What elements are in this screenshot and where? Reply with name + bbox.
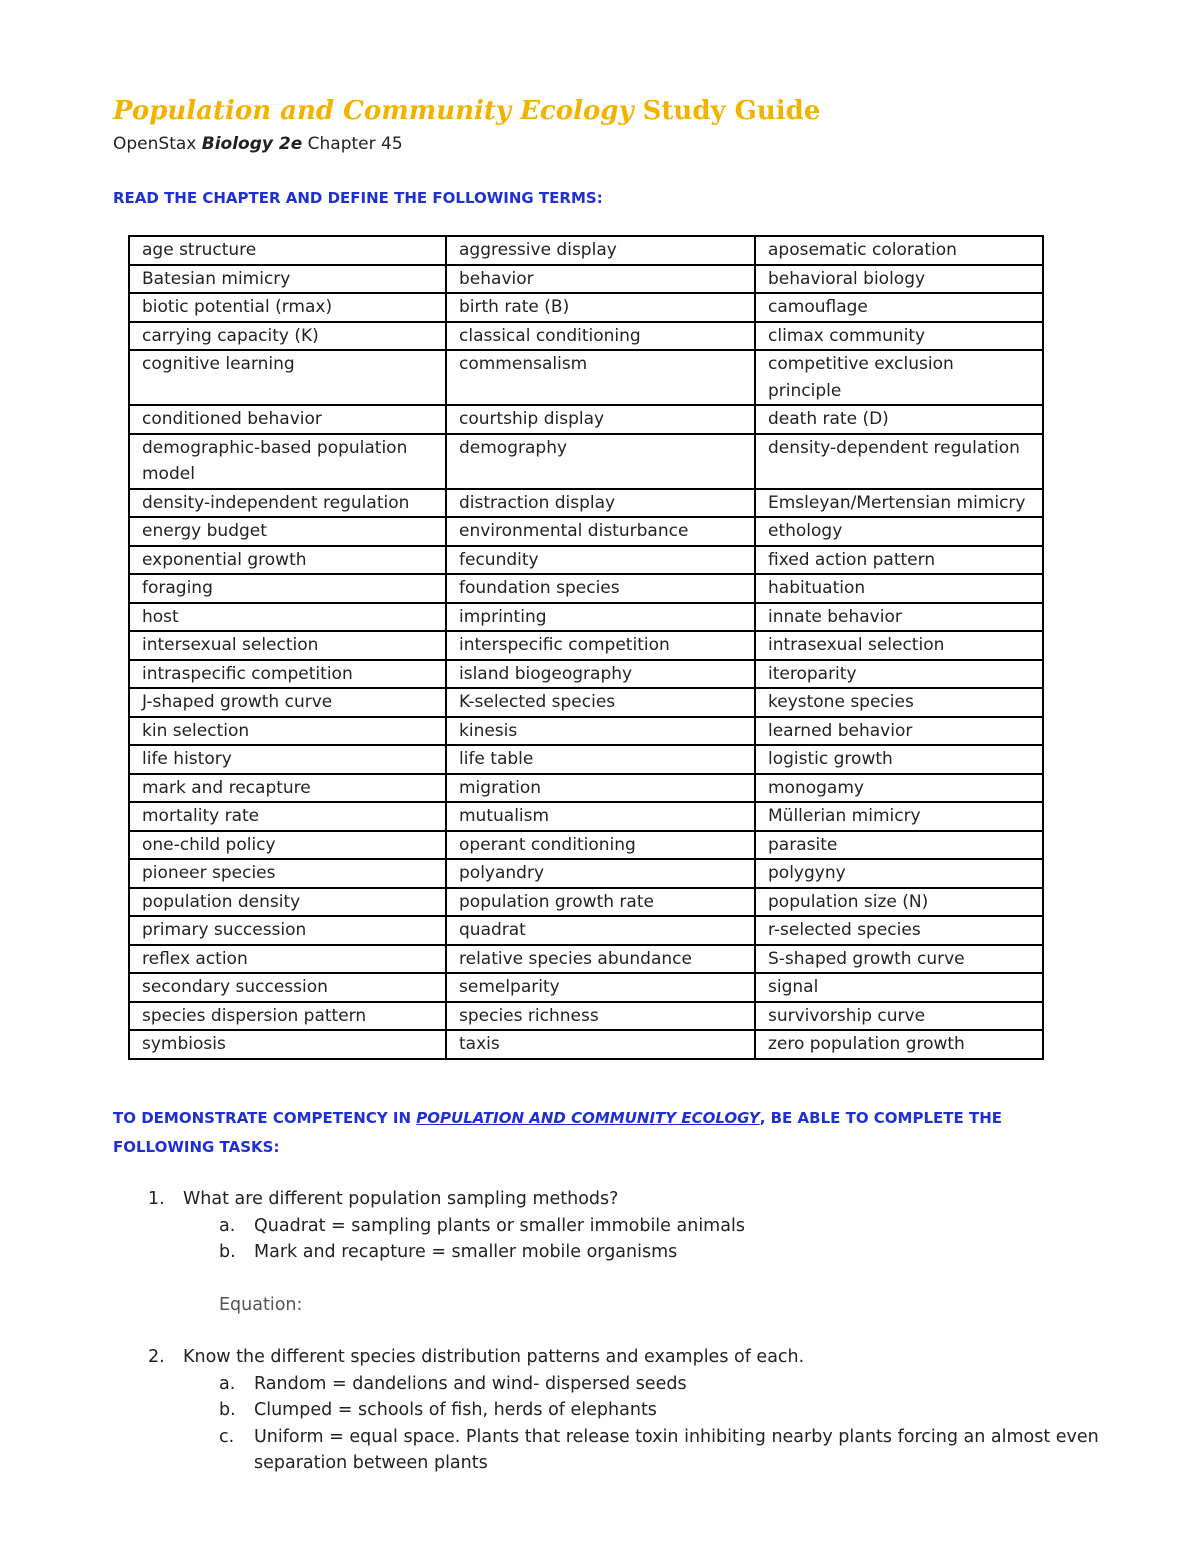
term-cell: migration: [446, 774, 755, 803]
term-cell: operant conditioning: [446, 831, 755, 860]
page-subtitle: [113, 134, 403, 154]
term-cell: mortality rate: [129, 802, 446, 831]
terms-table-row: [129, 631, 1043, 660]
subtitle-prefix: OpenStax: [113, 134, 202, 154]
term-cell: symbiosis: [129, 1030, 446, 1059]
answer-letter: a.: [219, 1215, 236, 1236]
title-topic: Population and Community Ecology: [113, 96, 634, 126]
term-cell: carrying capacity (K): [129, 322, 446, 351]
term-cell: polyandry: [446, 859, 755, 888]
task-item: [113, 1186, 1113, 1213]
tasks-heading-prefix: TO DEMONSTRATE COMPETENCY IN: [113, 1109, 417, 1127]
term-cell: commensalism: [446, 350, 755, 405]
terms-table-row: [129, 489, 1043, 518]
terms-table-row: [129, 688, 1043, 717]
term-cell: learned behavior: [755, 717, 1043, 746]
term-cell: species dispersion pattern: [129, 1002, 446, 1031]
term-cell: biotic potential (rmax): [129, 293, 446, 322]
terms-table-row: [129, 546, 1043, 575]
terms-table-row: [129, 236, 1043, 265]
term-cell: ethology: [755, 517, 1043, 546]
term-cell: polygyny: [755, 859, 1043, 888]
subtitle-suffix: Chapter 45: [302, 134, 403, 154]
terms-table-row: [129, 350, 1043, 405]
terms-table-row: [129, 517, 1043, 546]
answer-text: Clumped = schools of fish, herds of elephants: [254, 1400, 657, 1420]
term-cell: r-selected species: [755, 916, 1043, 945]
term-cell: relative species abundance: [446, 945, 755, 974]
terms-table-row: [129, 774, 1043, 803]
terms-table-row: [129, 831, 1043, 860]
terms-table-row: [129, 1002, 1043, 1031]
term-cell: S-shaped growth curve: [755, 945, 1043, 974]
tasks-section-heading: [113, 1104, 1093, 1162]
term-cell: climax community: [755, 322, 1043, 351]
term-cell: intraspecific competition: [129, 660, 446, 689]
term-cell: zero population growth: [755, 1030, 1043, 1059]
term-cell: imprinting: [446, 603, 755, 632]
terms-table-body: [129, 236, 1043, 1059]
answer-letter: b.: [219, 1242, 236, 1262]
terms-table-row: [129, 434, 1043, 489]
tasks-heading-topic: POPULATION AND COMMUNITY ECOLOGY: [416, 1109, 760, 1127]
term-cell: keystone species: [755, 688, 1043, 717]
answer-text: Random = dandelions and wind- dispersed seeds: [254, 1373, 687, 1394]
answer-text: Quadrat = sampling plants or smaller immobile animals: [254, 1215, 745, 1236]
term-cell: energy budget: [129, 517, 446, 546]
term-cell: species richness: [446, 1002, 755, 1031]
task-answer: [113, 1371, 1113, 1398]
term-cell: Batesian mimicry: [129, 265, 446, 294]
term-cell: island biogeography: [446, 660, 755, 689]
term-cell: J-shaped growth curve: [129, 688, 446, 717]
term-cell: camouflage: [755, 293, 1043, 322]
answer-text: Mark and recapture = smaller mobile organisms: [254, 1242, 678, 1262]
term-cell: courtship display: [446, 405, 755, 434]
term-cell: kin selection: [129, 717, 446, 746]
terms-table-row: [129, 322, 1043, 351]
term-cell: birth rate (B): [446, 293, 755, 322]
term-cell: demography: [446, 434, 755, 489]
terms-table-row: [129, 859, 1043, 888]
page-title: [113, 96, 820, 126]
term-cell: behavior: [446, 265, 755, 294]
terms-table: [128, 235, 1044, 1060]
term-cell: density-independent regulation: [129, 489, 446, 518]
term-cell: semelparity: [446, 973, 755, 1002]
term-cell: pioneer species: [129, 859, 446, 888]
term-cell: aggressive display: [446, 236, 755, 265]
task-answer: [113, 1239, 1113, 1266]
term-cell: life table: [446, 745, 755, 774]
term-cell: exponential growth: [129, 546, 446, 575]
subtitle-book: Biology 2e: [201, 134, 303, 154]
term-cell: survivorship curve: [755, 1002, 1043, 1031]
task-item: [113, 1344, 1113, 1371]
term-cell: one-child policy: [129, 831, 446, 860]
term-cell: monogamy: [755, 774, 1043, 803]
term-cell: reflex action: [129, 945, 446, 974]
term-cell: taxis: [446, 1030, 755, 1059]
term-cell: kinesis: [446, 717, 755, 746]
term-cell: secondary succession: [129, 973, 446, 1002]
term-cell: intrasexual selection: [755, 631, 1043, 660]
term-cell: classical conditioning: [446, 322, 755, 351]
answer-letter: b.: [219, 1400, 236, 1420]
term-cell: population growth rate: [446, 888, 755, 917]
terms-table-row: [129, 745, 1043, 774]
term-cell: habituation: [755, 574, 1043, 603]
term-cell: population size (N): [755, 888, 1043, 917]
terms-table-row: [129, 574, 1043, 603]
terms-table-row: [129, 265, 1043, 294]
term-cell: death rate (D): [755, 405, 1043, 434]
terms-table-row: [129, 916, 1043, 945]
terms-table-row: [129, 660, 1043, 689]
term-cell: foundation species: [446, 574, 755, 603]
equation-label: Equation:: [219, 1294, 303, 1315]
term-cell: fixed action pattern: [755, 546, 1043, 575]
answer-letter: a.: [219, 1373, 236, 1394]
terms-table-row: [129, 945, 1043, 974]
terms-table-row: [129, 888, 1043, 917]
term-cell: conditioned behavior: [129, 405, 446, 434]
terms-table-row: [129, 973, 1043, 1002]
term-cell: host: [129, 603, 446, 632]
term-cell: parasite: [755, 831, 1043, 860]
terms-table-row: [129, 1030, 1043, 1059]
term-cell: mark and recapture: [129, 774, 446, 803]
term-cell: mutualism: [446, 802, 755, 831]
terms-table-row: [129, 603, 1043, 632]
task-answer: [113, 1397, 1113, 1424]
terms-table-row: [129, 405, 1043, 434]
term-cell: cognitive learning: [129, 350, 446, 405]
terms-table-row: [129, 293, 1043, 322]
task-answer: [113, 1213, 1113, 1240]
term-cell: aposematic coloration: [755, 236, 1043, 265]
task-list: [113, 1186, 1113, 1477]
term-cell: fecundity: [446, 546, 755, 575]
task-number: 1.: [148, 1189, 165, 1209]
term-cell: age structure: [129, 236, 446, 265]
terms-section-heading: READ THE CHAPTER AND DEFINE THE FOLLOWING TERMS:: [113, 189, 603, 207]
term-cell: iteroparity: [755, 660, 1043, 689]
task-number: 2.: [148, 1347, 165, 1367]
term-cell: density-dependent regulation: [755, 434, 1043, 489]
term-cell: life history: [129, 745, 446, 774]
term-cell: foraging: [129, 574, 446, 603]
term-cell: Emsleyan/Mertensian mimicry: [755, 489, 1043, 518]
term-cell: innate behavior: [755, 603, 1043, 632]
title-suffix: Study Guide: [633, 96, 821, 126]
spacer: [113, 1318, 1113, 1344]
term-cell: behavioral biology: [755, 265, 1043, 294]
task-answer: [113, 1424, 1113, 1477]
term-cell: primary succession: [129, 916, 446, 945]
task-question: Know the different species distribution patterns and examples of each.: [183, 1347, 805, 1367]
task-question: What are different population sampling methods?: [183, 1189, 619, 1209]
term-cell: demographic-based population model: [129, 434, 446, 489]
answer-text: Uniform = equal space. Plants that release toxin inhibiting nearby plants forcing an almost even separation between plants: [254, 1426, 1099, 1473]
term-cell: quadrat: [446, 916, 755, 945]
term-cell: K-selected species: [446, 688, 755, 717]
term-cell: logistic growth: [755, 745, 1043, 774]
terms-table-row: [129, 717, 1043, 746]
term-cell: environmental disturbance: [446, 517, 755, 546]
term-cell: competitive exclusion principle: [755, 350, 1043, 405]
term-cell: Müllerian mimicry: [755, 802, 1043, 831]
terms-table-row: [129, 802, 1043, 831]
term-cell: signal: [755, 973, 1043, 1002]
term-cell: population density: [129, 888, 446, 917]
term-cell: intersexual selection: [129, 631, 446, 660]
term-cell: interspecific competition: [446, 631, 755, 660]
term-cell: distraction display: [446, 489, 755, 518]
tasks-heading-suffix: , BE ABLE TO COMPLETE THE FOLLOWING TASKS:: [113, 1109, 1003, 1156]
answer-letter: c.: [219, 1426, 235, 1447]
